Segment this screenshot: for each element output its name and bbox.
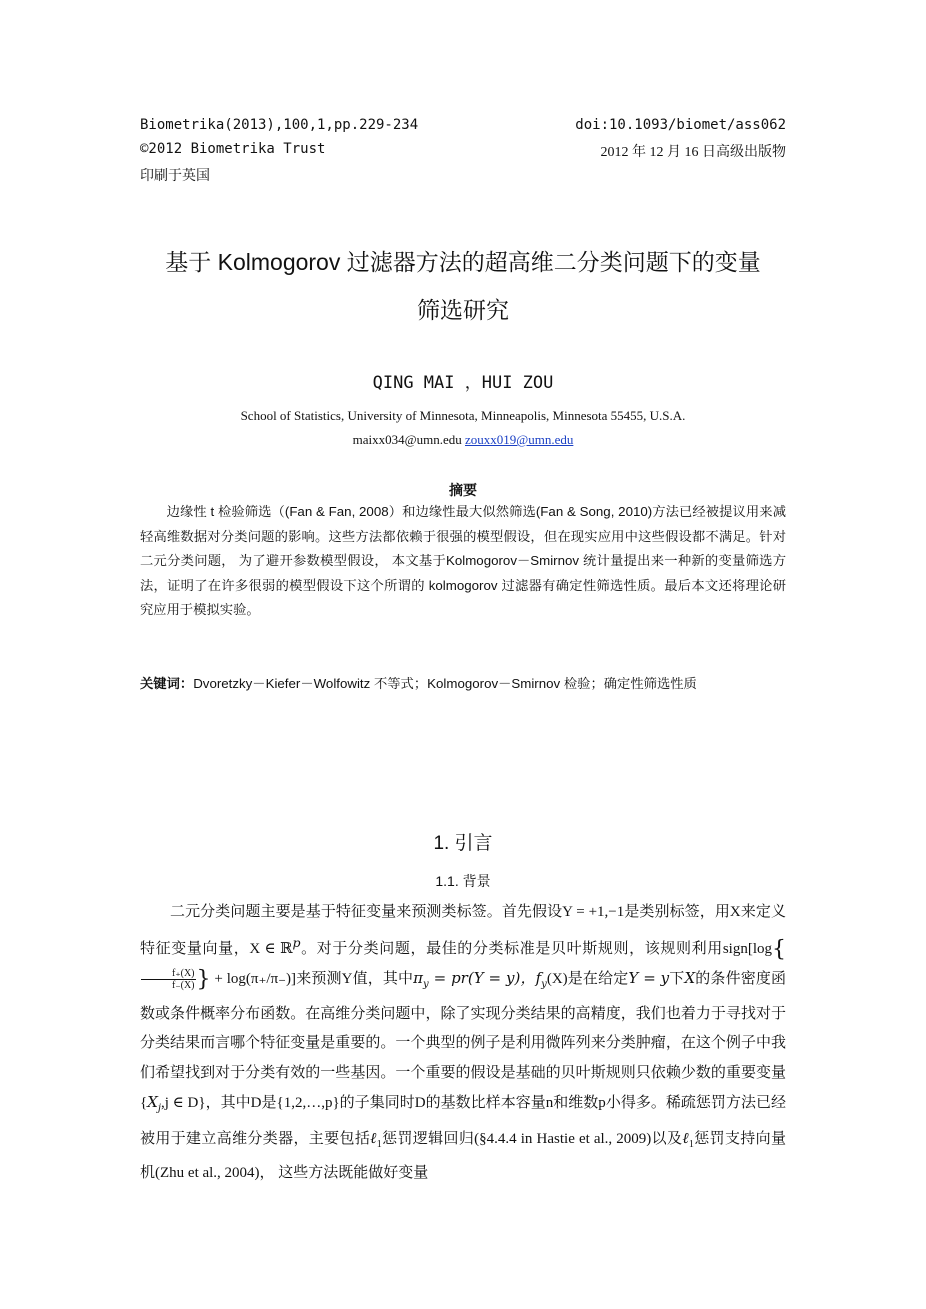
journal-citation: Biometrika(2013),100,1,pp.229-234 bbox=[140, 117, 419, 133]
paper-title-line-1: 基于 Kolmogorov 过滤器方法的超高维二分类问题下的变量 bbox=[165, 249, 761, 275]
body-paragraph: 二元分类问题主要是基于特征变量来预测类标签。首先假设Y = +1,−1是类别标签，用X来定义特征变量向量，X ∈ ℝ$^p$。对于分类问题，最佳的分类标准是贝叶斯规则，该规则利用sign[log{ $\frac{f_+(X)}{f_-(X)}$ } + log(π₊/π₋)]来预测Y值，其中$\pi_y = pr(Y = y)$，$f_y(X)$是在给定Y = y下X的条件密度函数或条件概率分布函数。在高维分类问题中，除了实现分类结果的高精度，我们也着力于寻找对于分类结果而言哪个特征变量是重要的。一个典型的例子是利用微阵列来分类肿瘤，在这个例子中我们希望找到对于分类有效的一些基因。一个重要的假设是基础的贝叶斯规则只依赖少数的重要变量{$X_j,j$ ∈ D}，其中D是{1,2,…,p}的子集同时D的基数比样本容量n和维数p小得多。稀疏惩罚方法已经被用于建立高维分类器，主要包括ℓ$_1$惩罚逻辑回归(§4.4.4 in Hastie et al., 2009)以及ℓ$_1$惩罚支持向量机(Zhu et al., 2004)， 这些方法既能做好变量 bbox=[140, 904, 787, 1181]
copyright: ©2012 Biometrika Trust bbox=[140, 141, 326, 157]
affiliation: School of Statistics, University of Minnesota, Minneapolis, Minnesota 55455, U.S.A. bbox=[240, 408, 686, 423]
doi: doi:10.1093/biomet/ass062 bbox=[575, 117, 786, 133]
email-first: maixx034@umn.edu bbox=[352, 432, 462, 447]
authors: QING MAI ，HUI ZOU bbox=[372, 373, 554, 393]
printed-in: 印刷于英国 bbox=[140, 169, 210, 184]
publication-date: 2012 年 12 月 16 日高级出版物 bbox=[600, 145, 786, 160]
keywords bbox=[140, 672, 786, 696]
section-heading: 1. 引言 bbox=[433, 833, 493, 854]
email-link[interactable]: zouxx019@umn.edu bbox=[464, 432, 574, 447]
abstract-text: 边缘性 t 检验筛选（(Fan & Fan, 2008）和边缘性最大似然筛选(Fan & Song, 2010)方法已经被提议用来减轻高维数据对分类问题的影响。这些方法都依赖于很强的模型假设，但在现实应用中这些假设都不满足。针对二元分类问题， 为了避开参数模型假设， 本文基于Kolmogorov－Smirnov 统计量提出来一种新的变量筛选方法，证明了在许多很弱的模型假设下这个所谓的 kolmogorov 过滤器有确定性筛选性质。最后本文还将理论研究应用于模拟实验。 bbox=[140, 504, 786, 618]
abstract-heading: 摘要 bbox=[449, 482, 477, 498]
keywords-text: Dvoretzky－Kiefer－Wolfowitz 不等式；Kolmogorov－Smirnov 检验；确定性筛选性质 bbox=[193, 676, 697, 691]
subsection-heading: 1.1. 背景 bbox=[435, 873, 491, 889]
email-line bbox=[0, 432, 926, 448]
density-ratio-fraction: $\frac{f_+(X)}{f_-(X)}$ bbox=[141, 968, 196, 991]
paper-title-line-2: 筛选研究 bbox=[417, 297, 509, 323]
keywords-label: 关键词： bbox=[140, 676, 194, 691]
